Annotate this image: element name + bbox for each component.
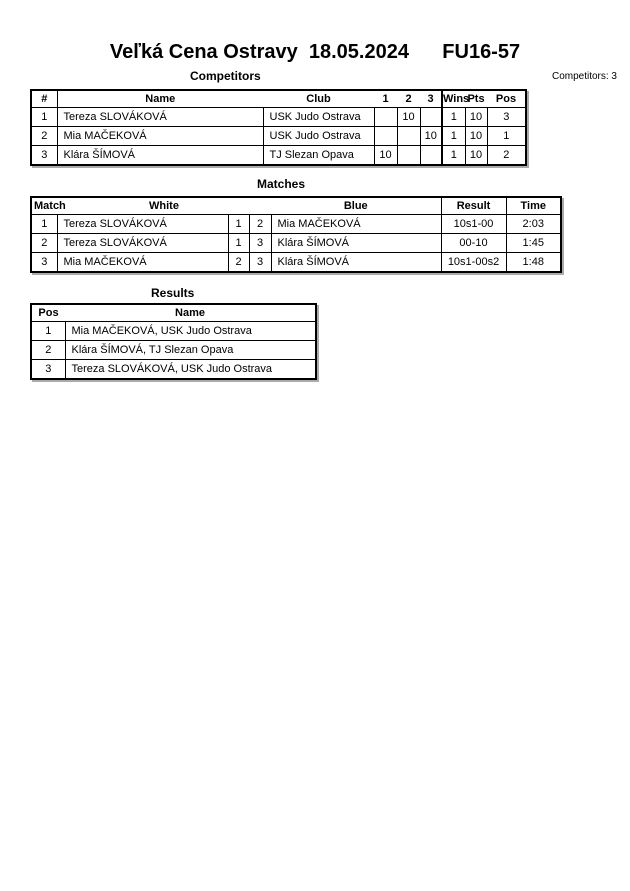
competitor-pos: 2 — [487, 146, 526, 166]
page-title: Veľká Cena Ostravy 18.05.2024 FU16-57 — [109, 41, 521, 63]
match-number: 3 — [31, 253, 57, 273]
col-header-time: Time — [506, 197, 561, 215]
result-row — [31, 341, 316, 360]
competitor-name: Klára ŠÍMOVÁ — [57, 146, 263, 166]
score-vs-2: 10 — [397, 108, 420, 127]
col-header-number: # — [31, 90, 57, 108]
col-header-result: Result — [441, 197, 506, 215]
match-row — [31, 253, 561, 273]
competitor-number: 2 — [31, 127, 57, 146]
competitors-section-label: Competitors — [190, 69, 261, 83]
score-vs-1 — [374, 108, 397, 127]
result-name: Mia MAČEKOVÁ, USK Judo Ostrava — [65, 322, 316, 341]
score-vs-3 — [420, 108, 442, 127]
match-result: 00-10 — [441, 234, 506, 253]
blue-competitor: Klára ŠÍMOVÁ — [271, 253, 441, 273]
match-row — [31, 215, 561, 234]
col-header-name: Name — [65, 304, 316, 322]
competitor-row — [31, 108, 526, 127]
matches-header-row — [31, 197, 561, 215]
col-header-name: Name — [57, 90, 263, 108]
score-vs-1: 10 — [374, 146, 397, 166]
white-competitor: Mia MAČEKOVÁ — [57, 253, 228, 273]
competitor-wins: 1 — [442, 146, 465, 166]
match-number: 2 — [31, 234, 57, 253]
competitor-wins: 1 — [442, 108, 465, 127]
competitor-pts: 10 — [465, 127, 487, 146]
white-seed: 1 — [228, 215, 249, 234]
match-number: 1 — [31, 215, 57, 234]
blue-competitor: Mia MAČEKOVÁ — [271, 215, 441, 234]
result-name: Klára ŠÍMOVÁ, TJ Slezan Opava — [65, 341, 316, 360]
competitor-row — [31, 127, 526, 146]
score-vs-3: 10 — [420, 127, 442, 146]
competitor-pts: 10 — [465, 146, 487, 166]
blue-seed: 2 — [249, 215, 271, 234]
col-header-pos: Pos — [31, 304, 65, 322]
col-header-wins: Wins — [442, 90, 465, 108]
match-time: 1:45 — [506, 234, 561, 253]
competitor-club: USK Judo Ostrava — [263, 127, 374, 146]
competitor-pos: 1 — [487, 127, 526, 146]
result-pos: 1 — [31, 322, 65, 341]
competitor-number: 1 — [31, 108, 57, 127]
white-seed: 2 — [228, 253, 249, 273]
result-pos: 2 — [31, 341, 65, 360]
competitors-header-row — [31, 90, 526, 108]
competitor-number: 3 — [31, 146, 57, 166]
white-seed: 1 — [228, 234, 249, 253]
white-competitor: Tereza SLOVÁKOVÁ — [57, 234, 228, 253]
white-competitor: Tereza SLOVÁKOVÁ — [57, 215, 228, 234]
result-pos: 3 — [31, 360, 65, 380]
score-vs-1 — [374, 127, 397, 146]
blue-seed: 3 — [249, 234, 271, 253]
col-header-opp1: 1 — [374, 90, 397, 108]
competitor-pts: 10 — [465, 108, 487, 127]
result-row — [31, 360, 316, 380]
col-header-blue: Blue — [271, 197, 441, 215]
col-header-pts: Pts — [465, 90, 487, 108]
competitor-club: USK Judo Ostrava — [263, 108, 374, 127]
competitors-table — [30, 89, 527, 166]
competitor-name: Mia MAČEKOVÁ — [57, 127, 263, 146]
results-header-row — [31, 304, 316, 322]
col-header-club: Club — [263, 90, 374, 108]
match-result: 10s1-00 — [441, 215, 506, 234]
score-vs-2 — [397, 127, 420, 146]
competitor-pos: 3 — [487, 108, 526, 127]
competitor-wins: 1 — [442, 127, 465, 146]
match-result: 10s1-00s2 — [441, 253, 506, 273]
col-header-white: White — [57, 197, 271, 215]
competitor-club: TJ Slezan Opava — [263, 146, 374, 166]
result-name: Tereza SLOVÁKOVÁ, USK Judo Ostrava — [65, 360, 316, 380]
result-row — [31, 322, 316, 341]
col-header-opp2: 2 — [397, 90, 420, 108]
competitor-row — [31, 146, 526, 166]
blue-competitor: Klára ŠÍMOVÁ — [271, 234, 441, 253]
blue-seed: 3 — [249, 253, 271, 273]
match-time: 1:48 — [506, 253, 561, 273]
results-section-label: Results — [151, 286, 195, 300]
matches-table — [30, 196, 562, 273]
col-header-match: Match — [31, 197, 57, 215]
score-vs-3 — [420, 146, 442, 166]
competitors-count: Competitors: 3 — [551, 71, 617, 82]
match-row — [31, 234, 561, 253]
results-table — [30, 303, 317, 380]
col-header-pos: Pos — [487, 90, 526, 108]
score-vs-2 — [397, 146, 420, 166]
col-header-opp3: 3 — [420, 90, 442, 108]
matches-section-label: Matches — [257, 177, 306, 191]
competitor-name: Tereza SLOVÁKOVÁ — [57, 108, 263, 127]
match-time: 2:03 — [506, 215, 561, 234]
